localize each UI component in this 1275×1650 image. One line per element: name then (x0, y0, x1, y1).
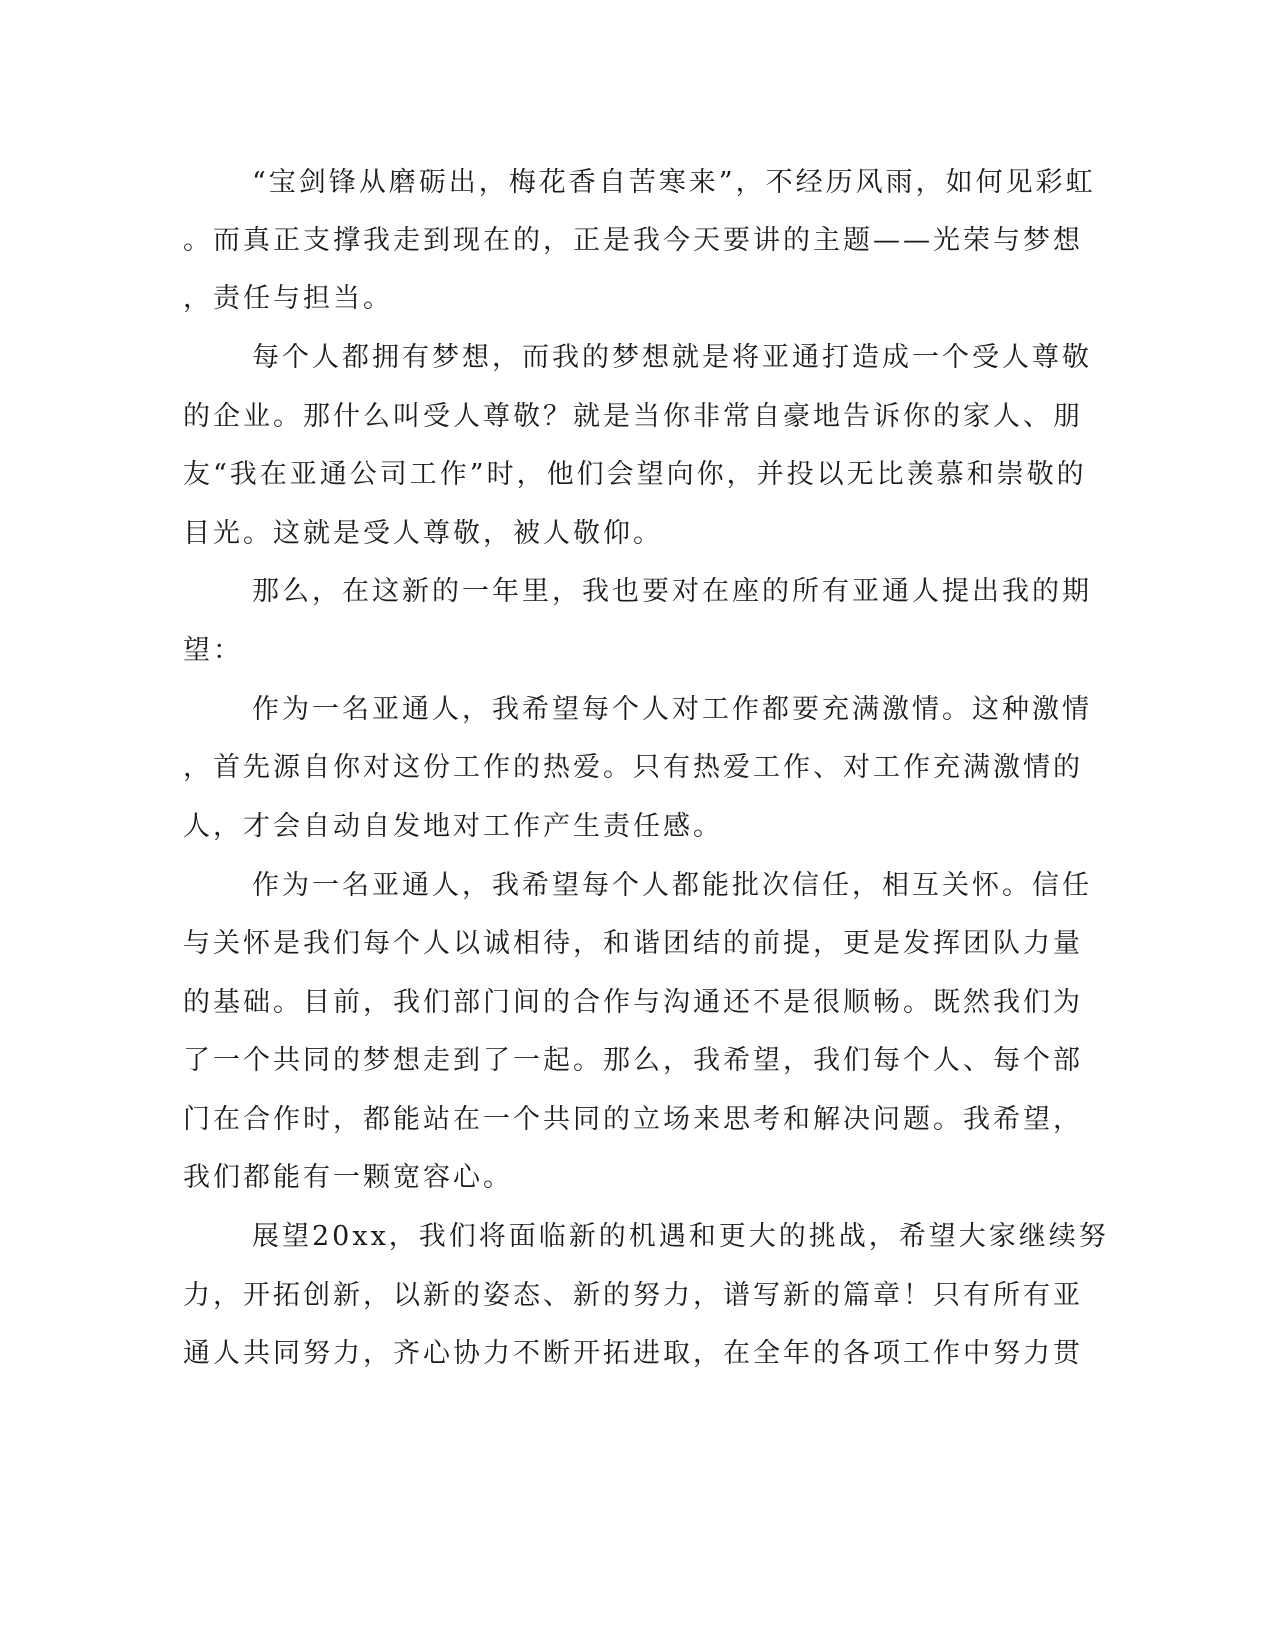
paragraph-2-line-2: 的企业。那什么叫受人尊敬？就是当你非常自豪地告诉你的家人、朋 (183, 401, 1083, 432)
paragraph-4-line-1: 作为一名亚通人，我希望每个人对工作都要充满激情。这种激情 (252, 694, 1092, 725)
paragraph-6-line-1: 展望20xx，我们将面临新的机遇和更大的挑战，希望大家继续努 (252, 1221, 1109, 1252)
paragraph-5-line-2: 与关怀是我们每个人以诚相待，和谐团结的前提，更是发挥团队力量 (183, 928, 1083, 959)
paragraph-4-line-2: ，首先源自你对这份工作的热爱。只有热爱工作、对工作充满激情的 (183, 752, 1083, 783)
paragraph-2-line-1: 每个人都拥有梦想，而我的梦想就是将亚通打造成一个受人尊敬 (252, 342, 1092, 373)
paragraph-6-line-2: 力，开拓创新，以新的姿态、新的努力，谱写新的篇章！只有所有亚 (183, 1280, 1083, 1311)
paragraph-3-line-2: 望： (183, 635, 243, 666)
paragraph-1-line-1: “宝剑锋从磨砺出，梅花香自苦寒来”，不经历风雨，如何见彩虹 (252, 167, 1096, 198)
paragraph-1-line-2: 。而真正支撑我走到现在的，正是我今天要讲的主题——光荣与梦想 (183, 225, 1083, 256)
paragraph-2-line-3: 友“我在亚通公司工作”时，他们会望向你，并投以无比羡慕和崇敬的 (183, 459, 1087, 490)
paragraph-6-line-3: 通人共同努力，齐心协力不断开拓进取，在全年的各项工作中努力贯 (183, 1338, 1083, 1369)
paragraph-2-line-4: 目光。这就是受人尊敬，被人敬仰。 (183, 518, 663, 549)
paragraph-5-line-1: 作为一名亚通人，我希望每个人都能批次信任，相互关怀。信任 (252, 870, 1092, 901)
paragraph-5-line-6: 我们都能有一颗宽容心。 (183, 1162, 513, 1193)
paragraph-3-line-1: 那么，在这新的一年里，我也要对在座的所有亚通人提出我的期 (252, 576, 1092, 607)
paragraph-5-line-3: 的基础。目前，我们部门间的合作与沟通还不是很顺畅。既然我们为 (183, 987, 1083, 1018)
paragraph-5-line-4: 了一个共同的梦想走到了一起。那么，我希望，我们每个人、每个部 (183, 1045, 1083, 1076)
paragraph-4-line-3: 人，才会自动自发地对工作产生责任感。 (183, 811, 723, 842)
paragraph-5-line-5: 门在合作时，都能站在一个共同的立场来思考和解决问题。我希望， (183, 1104, 1083, 1135)
paragraph-1-line-3: ，责任与担当。 (183, 283, 393, 314)
